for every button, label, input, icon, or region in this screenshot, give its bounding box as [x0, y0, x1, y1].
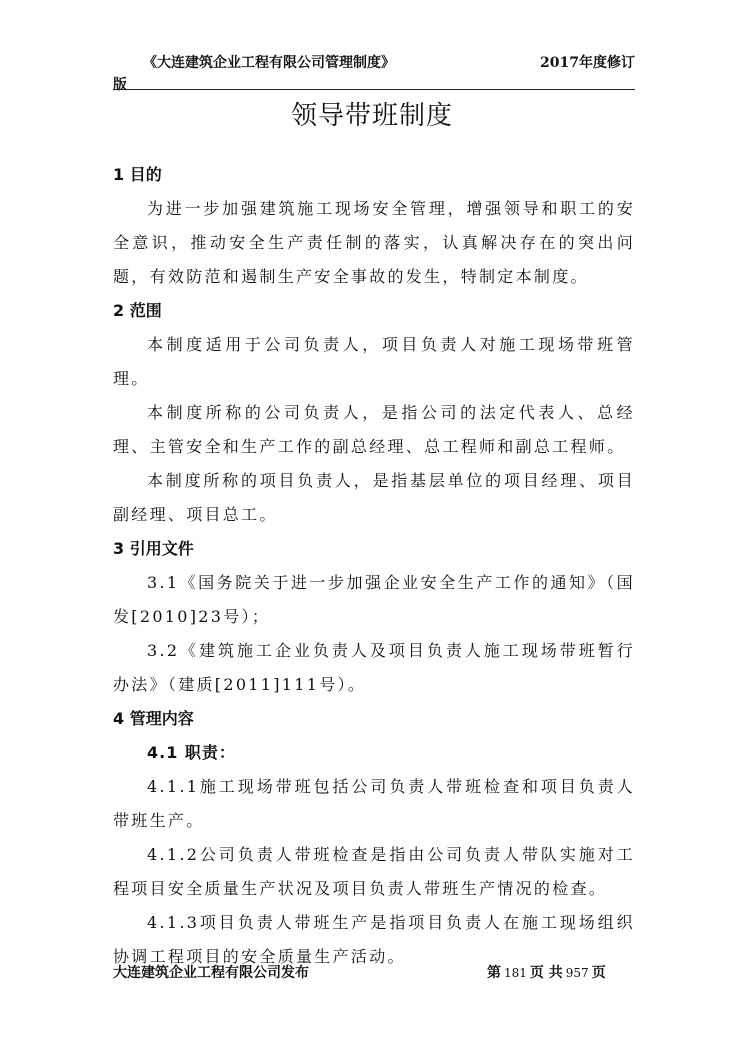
- paragraph: 3.2《建筑施工企业负责人及项目负责人施工现场带班暂行办法》（建质[2011]111号）。: [113, 641, 635, 694]
- footer-page-current: 181: [504, 966, 527, 980]
- section-heading: 4 管理内容: [113, 709, 194, 728]
- paragraph: 为进一步加强建筑施工现场安全管理，增强领导和职工的安全意识，推动安全生产责任制的落实，认真解决存在的突出问题，有效防范和遏制生产安全事故的发生，特制定本制度。: [113, 199, 635, 286]
- page-title: 领导带班制度: [290, 101, 453, 131]
- paragraph: 本制度适用于公司负责人，项目负责人对施工现场带班管理。: [113, 335, 635, 388]
- section-heading: 3 引用文件: [113, 539, 194, 558]
- footer-page-mid: 页 共: [529, 965, 563, 981]
- footer-page-suffix: 页: [591, 965, 606, 981]
- header-rule: [113, 89, 635, 90]
- section-heading: 1 目的: [113, 165, 162, 184]
- paragraph: 本制度所称的公司负责人，是指公司的法定代表人、总经理、主管安全和生产工作的副总经理、总工程师和副总工程师。: [113, 403, 635, 456]
- footer-page-prefix: 第: [487, 965, 501, 981]
- paragraph: 4.1.3项目负责人带班生产是指项目负责人在施工现场组织协调工程项目的安全质量生产活动。: [113, 913, 635, 966]
- header-revision-wrap: 版: [113, 77, 127, 93]
- paragraph: 4.1.1施工现场带班包括公司负责人带班检查和项目负责人带班生产。: [113, 777, 635, 830]
- footer-page-total: 957: [565, 966, 589, 980]
- subsection-heading: [113, 736, 635, 770]
- header-revision: 2017年度修订: [540, 55, 635, 71]
- subsection-title: 职责：: [178, 743, 236, 762]
- footer-publisher: 大连建筑企业工程有限公司发布: [113, 965, 309, 981]
- paragraph: 4.1.2公司负责人带班检查是指由公司负责人带队实施对工程项目安全质量生产状况及项目负责人带班生产情况的检查。: [113, 845, 635, 898]
- paragraph: 本制度所称的项目负责人，是指基层单位的项目经理、项目副经理、项目总工。: [113, 471, 635, 524]
- footer-page-number: [487, 962, 606, 982]
- subsection-number: 4.1: [147, 743, 179, 762]
- header-document-title: 《大连建筑企业工程有限公司管理制度》: [143, 55, 395, 71]
- document-body: [113, 158, 635, 974]
- paragraph: 3.1《国务院关于进一步加强企业安全生产工作的通知》（国发[2010]23号）；: [113, 573, 635, 626]
- section-heading: 2 范围: [113, 301, 162, 320]
